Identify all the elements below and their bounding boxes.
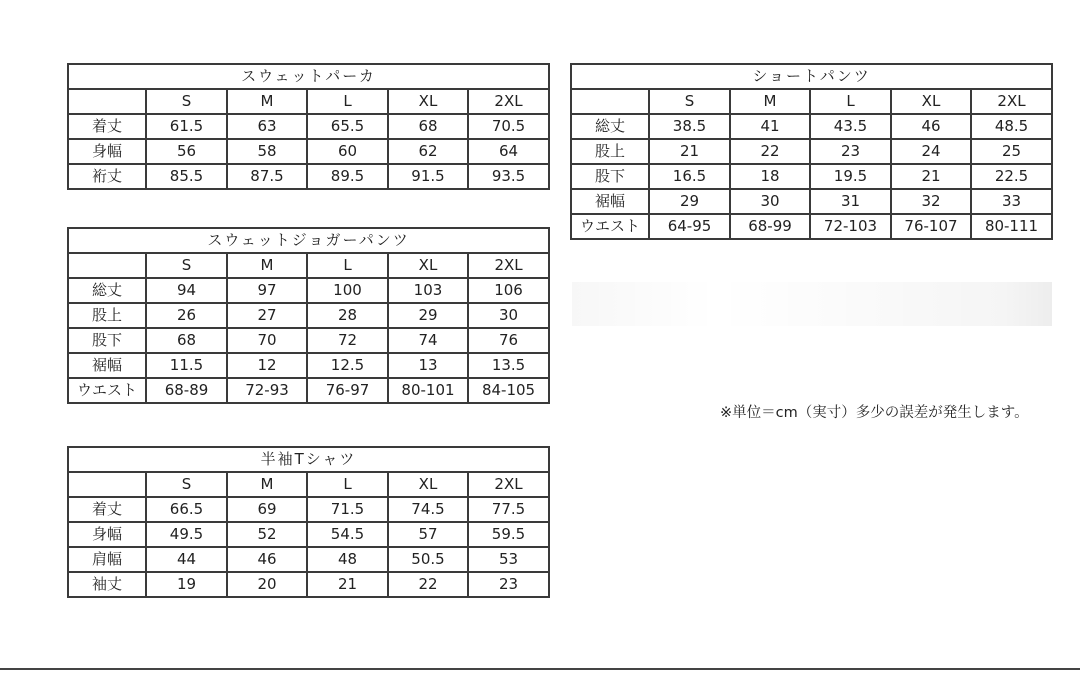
value-cell: 57 — [388, 522, 468, 547]
value-cell: 19 — [146, 572, 227, 597]
value-cell: 44 — [146, 547, 227, 572]
size-header-cell: L — [307, 253, 388, 278]
table-row — [68, 139, 549, 164]
value-cell: 21 — [891, 164, 971, 189]
value-cell: 77.5 — [468, 497, 549, 522]
value-cell: 63 — [227, 114, 307, 139]
row-label-cell: 総丈 — [68, 278, 146, 303]
bottom-divider — [0, 668, 1080, 670]
row-label-cell: ウエスト — [68, 378, 146, 403]
value-cell: 74.5 — [388, 497, 468, 522]
value-cell: 18 — [730, 164, 810, 189]
table-row — [68, 572, 549, 597]
value-cell: 22 — [388, 572, 468, 597]
value-cell: 46 — [891, 114, 971, 139]
header-corner-cell — [68, 472, 146, 497]
value-cell: 30 — [468, 303, 549, 328]
size-header-row — [68, 472, 549, 497]
value-cell: 97 — [227, 278, 307, 303]
size-header-cell: S — [146, 472, 227, 497]
size-header-cell: L — [307, 472, 388, 497]
value-cell: 93.5 — [468, 164, 549, 189]
table-row — [571, 189, 1052, 214]
size-header-cell: M — [730, 89, 810, 114]
value-cell: 72-103 — [810, 214, 891, 239]
value-cell: 32 — [891, 189, 971, 214]
value-cell: 21 — [307, 572, 388, 597]
value-cell: 43.5 — [810, 114, 891, 139]
value-cell: 30 — [730, 189, 810, 214]
row-label-cell: 着丈 — [68, 114, 146, 139]
table-row — [68, 547, 549, 572]
value-cell: 20 — [227, 572, 307, 597]
value-cell: 84-105 — [468, 378, 549, 403]
value-cell: 21 — [649, 139, 730, 164]
size-header-cell: M — [227, 89, 307, 114]
value-cell: 85.5 — [146, 164, 227, 189]
header-corner-cell — [571, 89, 649, 114]
size-header-cell: L — [307, 89, 388, 114]
value-cell: 64-95 — [649, 214, 730, 239]
table-title: スウェットジョガーパンツ — [68, 228, 549, 253]
value-cell: 12.5 — [307, 353, 388, 378]
row-label-cell: 身幅 — [68, 522, 146, 547]
value-cell: 68 — [388, 114, 468, 139]
value-cell: 72-93 — [227, 378, 307, 403]
value-cell: 60 — [307, 139, 388, 164]
size-header-cell: XL — [891, 89, 971, 114]
value-cell: 94 — [146, 278, 227, 303]
table-row — [68, 522, 549, 547]
table-row — [68, 164, 549, 189]
row-label-cell: 裄丈 — [68, 164, 146, 189]
value-cell: 33 — [971, 189, 1052, 214]
table-row — [571, 214, 1052, 239]
value-cell: 27 — [227, 303, 307, 328]
size-header-cell: L — [810, 89, 891, 114]
value-cell: 16.5 — [649, 164, 730, 189]
value-cell: 19.5 — [810, 164, 891, 189]
value-cell: 50.5 — [388, 547, 468, 572]
value-cell: 68 — [146, 328, 227, 353]
table-title: スウェットパーカ — [68, 64, 549, 89]
value-cell: 31 — [810, 189, 891, 214]
value-cell: 54.5 — [307, 522, 388, 547]
value-cell: 69 — [227, 497, 307, 522]
value-cell: 66.5 — [146, 497, 227, 522]
value-cell: 11.5 — [146, 353, 227, 378]
value-cell: 100 — [307, 278, 388, 303]
value-cell: 80-111 — [971, 214, 1052, 239]
value-cell: 25 — [971, 139, 1052, 164]
value-cell: 29 — [649, 189, 730, 214]
row-label-cell: 股上 — [68, 303, 146, 328]
short-pants-size-table — [570, 63, 1053, 240]
table-row — [68, 114, 549, 139]
value-cell: 72 — [307, 328, 388, 353]
value-cell: 80-101 — [388, 378, 468, 403]
value-cell: 59.5 — [468, 522, 549, 547]
value-cell: 76-97 — [307, 378, 388, 403]
table-title: 半袖Tシャツ — [68, 447, 549, 472]
value-cell: 76-107 — [891, 214, 971, 239]
value-cell: 22 — [730, 139, 810, 164]
size-header-cell: XL — [388, 253, 468, 278]
size-header-cell: XL — [388, 472, 468, 497]
value-cell: 53 — [468, 547, 549, 572]
row-label-cell: 股下 — [571, 164, 649, 189]
row-label-cell: 身幅 — [68, 139, 146, 164]
value-cell: 52 — [227, 522, 307, 547]
short-sleeve-tshirt-size-table — [67, 446, 550, 598]
size-header-cell: S — [649, 89, 730, 114]
table-row — [68, 303, 549, 328]
size-header-row — [571, 89, 1052, 114]
value-cell: 38.5 — [649, 114, 730, 139]
table-row — [68, 497, 549, 522]
value-cell: 87.5 — [227, 164, 307, 189]
row-label-cell: 裾幅 — [68, 353, 146, 378]
sweat-parka-size-table — [67, 63, 550, 190]
value-cell: 74 — [388, 328, 468, 353]
unit-note: ※単位＝cm（実寸）多少の誤差が発生します。 — [720, 405, 1029, 421]
value-cell: 12 — [227, 353, 307, 378]
row-label-cell: 着丈 — [68, 497, 146, 522]
size-header-row — [68, 253, 549, 278]
value-cell: 58 — [227, 139, 307, 164]
value-cell: 61.5 — [146, 114, 227, 139]
value-cell: 62 — [388, 139, 468, 164]
value-cell: 64 — [468, 139, 549, 164]
value-cell: 106 — [468, 278, 549, 303]
value-cell: 68-89 — [146, 378, 227, 403]
value-cell: 28 — [307, 303, 388, 328]
value-cell: 65.5 — [307, 114, 388, 139]
size-header-cell: 2XL — [468, 472, 549, 497]
size-header-row — [68, 89, 549, 114]
faint-smudge — [572, 282, 1052, 326]
value-cell: 48 — [307, 547, 388, 572]
value-cell: 13.5 — [468, 353, 549, 378]
table-row — [68, 378, 549, 403]
sweat-jogger-pants-size-table — [67, 227, 550, 404]
value-cell: 13 — [388, 353, 468, 378]
value-cell: 41 — [730, 114, 810, 139]
value-cell: 71.5 — [307, 497, 388, 522]
table-row — [571, 139, 1052, 164]
value-cell: 76 — [468, 328, 549, 353]
value-cell: 70.5 — [468, 114, 549, 139]
value-cell: 48.5 — [971, 114, 1052, 139]
value-cell: 70 — [227, 328, 307, 353]
size-header-cell: M — [227, 472, 307, 497]
header-corner-cell — [68, 89, 146, 114]
row-label-cell: 裾幅 — [571, 189, 649, 214]
row-label-cell: 股下 — [68, 328, 146, 353]
table-title: ショートパンツ — [571, 64, 1052, 89]
value-cell: 91.5 — [388, 164, 468, 189]
value-cell: 68-99 — [730, 214, 810, 239]
table-row — [68, 328, 549, 353]
value-cell: 24 — [891, 139, 971, 164]
value-cell: 22.5 — [971, 164, 1052, 189]
size-header-cell: XL — [388, 89, 468, 114]
size-header-cell: 2XL — [468, 89, 549, 114]
table-row — [571, 164, 1052, 189]
size-header-cell: S — [146, 253, 227, 278]
size-header-cell: M — [227, 253, 307, 278]
header-corner-cell — [68, 253, 146, 278]
table-row — [571, 114, 1052, 139]
row-label-cell: 総丈 — [571, 114, 649, 139]
row-label-cell: 股上 — [571, 139, 649, 164]
value-cell: 56 — [146, 139, 227, 164]
row-label-cell: 肩幅 — [68, 547, 146, 572]
row-label-cell: ウエスト — [571, 214, 649, 239]
value-cell: 29 — [388, 303, 468, 328]
size-header-cell: S — [146, 89, 227, 114]
value-cell: 26 — [146, 303, 227, 328]
value-cell: 103 — [388, 278, 468, 303]
value-cell: 89.5 — [307, 164, 388, 189]
size-header-cell: 2XL — [468, 253, 549, 278]
value-cell: 46 — [227, 547, 307, 572]
row-label-cell: 袖丈 — [68, 572, 146, 597]
table-row — [68, 278, 549, 303]
value-cell: 23 — [468, 572, 549, 597]
value-cell: 49.5 — [146, 522, 227, 547]
table-row — [68, 353, 549, 378]
size-header-cell: 2XL — [971, 89, 1052, 114]
value-cell: 23 — [810, 139, 891, 164]
